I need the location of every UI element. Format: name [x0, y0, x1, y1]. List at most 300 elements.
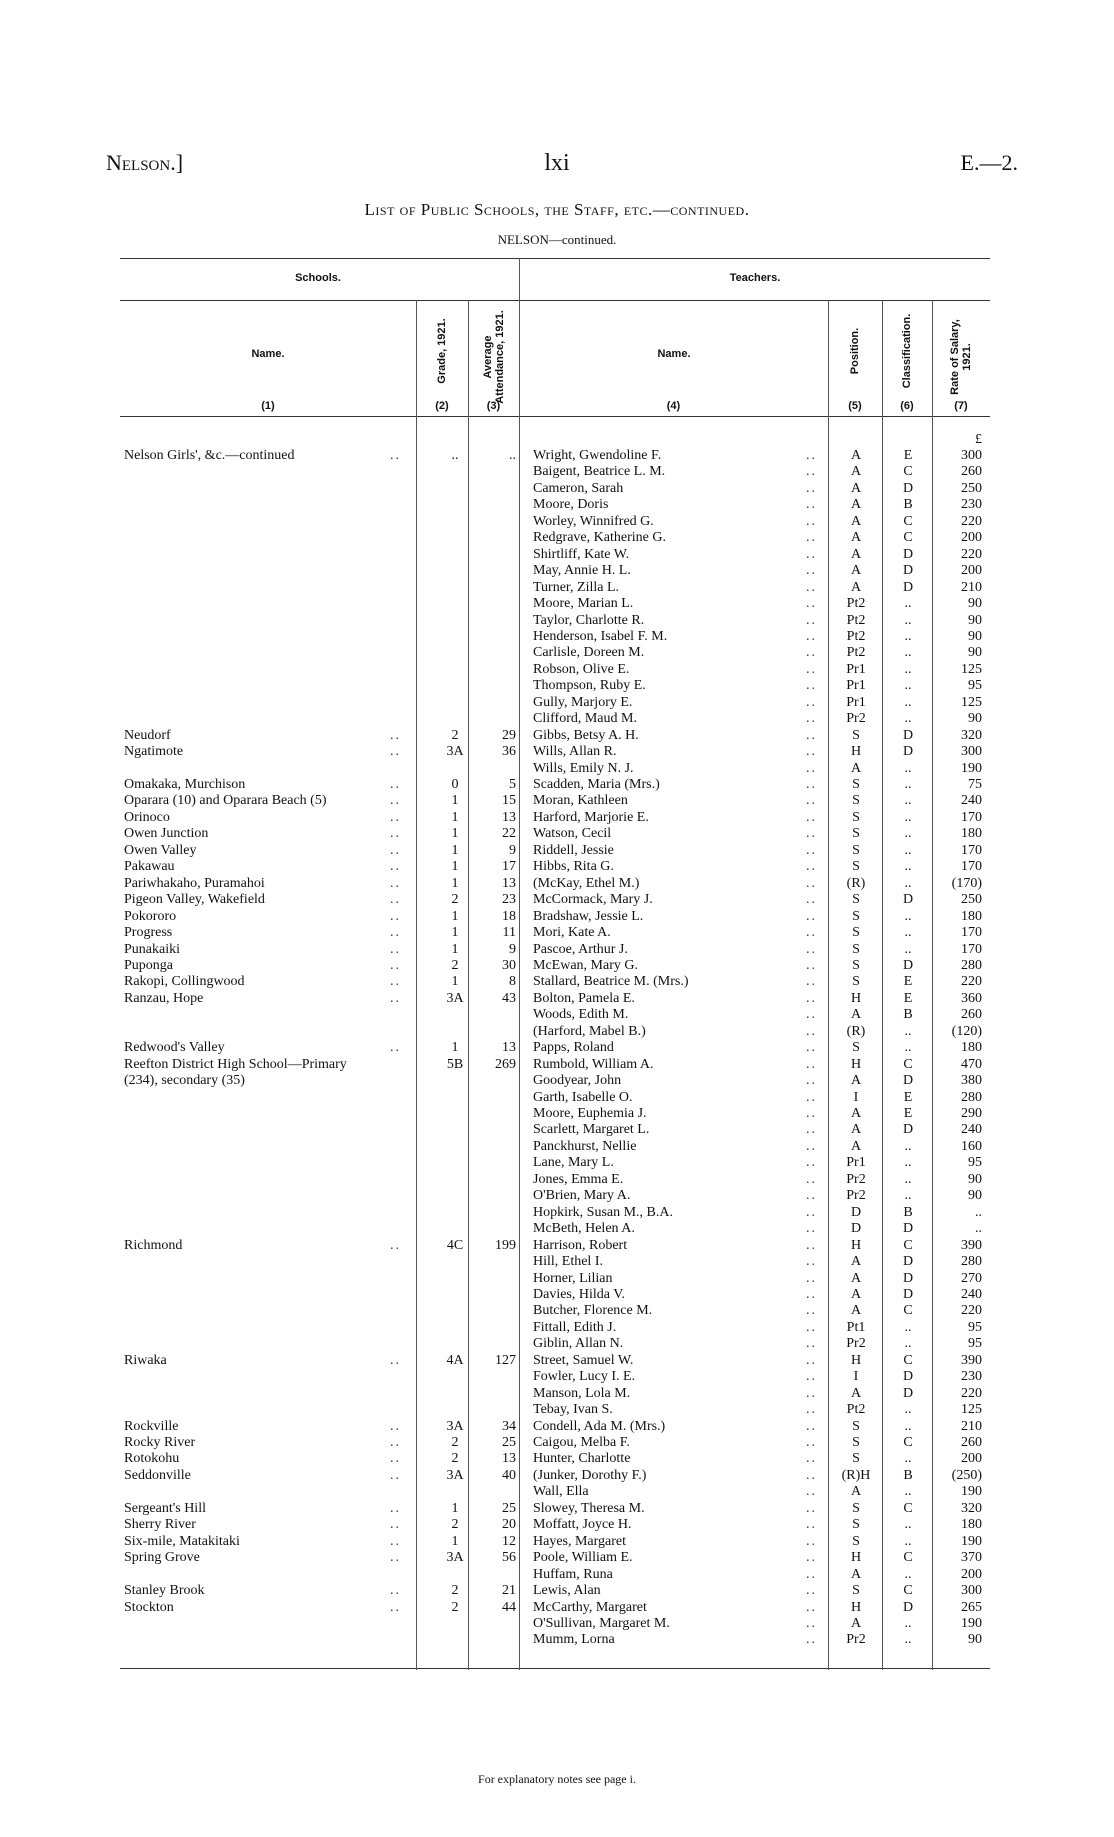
table-row — [0, 1402, 1114, 1418]
attendance-cell: 17 — [502, 859, 516, 875]
col-number-7: (7) — [954, 400, 968, 412]
teacher-name-cell: Panckhurst, Nellie — [533, 1138, 637, 1154]
teacher-name-cell: Fowler, Lucy I. E. — [533, 1369, 636, 1385]
grade-cell: 1 — [451, 941, 459, 957]
table-row — [0, 1271, 1114, 1287]
table-row — [0, 1106, 1114, 1122]
salary-cell: 200 — [961, 1451, 982, 1467]
leader-dots: .. — [806, 1270, 817, 1286]
teacher-name-cell: Bradshaw, Jessie L. — [533, 908, 644, 924]
salary-cell: 190 — [961, 1615, 982, 1631]
classification-cell: E — [903, 990, 913, 1006]
classification-cell: D — [902, 892, 914, 908]
attendance-cell: 25 — [502, 1500, 516, 1516]
leader-dots: .. — [390, 1435, 401, 1450]
leader-dots: .. — [806, 1402, 817, 1418]
table-row — [0, 876, 1114, 892]
leader-dots: .. — [806, 530, 817, 546]
leader-dots: .. — [806, 1533, 817, 1549]
classification-cell: D — [902, 727, 914, 743]
position-cell: Pr2 — [846, 1632, 866, 1648]
leader-dots: .. — [806, 546, 817, 562]
salary-cell: 220 — [961, 513, 982, 529]
classification-cell: .. — [904, 1615, 912, 1631]
school-name-cell: Six-mile, Matakitaki — [124, 1533, 240, 1549]
grade-cell: 3A — [446, 1467, 464, 1483]
teacher-name-cell: Manson, Lola M. — [533, 1385, 631, 1401]
teacher-name-cell: O'Brien, Mary A. — [533, 1188, 631, 1204]
leader-dots: .. — [806, 1583, 817, 1599]
position-cell: S — [852, 1040, 860, 1056]
leader-dots: .. — [806, 1155, 817, 1171]
teacher-name-cell: Hayes, Margaret — [533, 1533, 627, 1549]
classification-cell: C — [903, 1550, 913, 1566]
salary-cell: 190 — [961, 1484, 982, 1500]
salary-col-heading-text: Rate of Salary, 1921. — [949, 319, 973, 395]
teacher-name-cell: Pascoe, Arthur J. — [533, 941, 628, 957]
table-row — [0, 810, 1114, 826]
table-row — [0, 1353, 1114, 1369]
table-row — [0, 826, 1114, 842]
table-row — [0, 1172, 1114, 1188]
table-row — [0, 942, 1114, 958]
classification-cell: .. — [904, 908, 912, 924]
table-row — [0, 678, 1114, 694]
classification-cell: D — [902, 1254, 914, 1270]
classification-cell: C — [903, 464, 913, 480]
leader-dots: .. — [806, 793, 817, 809]
salary-cell: 230 — [961, 1369, 982, 1385]
position-cell: Pt2 — [846, 1402, 866, 1418]
attendance-cell: 269 — [495, 1056, 516, 1072]
teacher-name-cell: Cameron, Sarah — [533, 480, 624, 496]
classification-cell: C — [903, 1352, 913, 1368]
table-row — [0, 761, 1114, 777]
leader-dots: .. — [390, 1352, 401, 1368]
teacher-name-cell: Watson, Cecil — [533, 826, 612, 842]
leader-dots: .. — [390, 1599, 401, 1615]
salary-cell: .. — [975, 1221, 982, 1237]
school-name-cell: Redwood's Valley — [124, 1040, 225, 1056]
teacher-name-cell: Harrison, Robert — [533, 1237, 628, 1253]
leader-dots: .. — [806, 809, 817, 825]
col-number-5: (5) — [848, 400, 862, 412]
position-cell: D — [850, 1204, 862, 1220]
table-row — [0, 1254, 1114, 1270]
school-name-cell: Oparara (10) and Oparara Beach (5) — [124, 793, 327, 809]
salary-cell: 260 — [961, 1007, 982, 1023]
classification-cell: .. — [904, 1566, 912, 1582]
classification-cell: B — [903, 1467, 913, 1483]
classification-cell: .. — [904, 925, 912, 941]
classification-cell: .. — [904, 645, 912, 661]
table-row — [0, 1616, 1114, 1632]
grade-cell: 1 — [451, 842, 459, 858]
teacher-name-cell: Garth, Isabelle O. — [533, 1089, 633, 1105]
table-row — [0, 662, 1114, 678]
teacher-name-cell: Lewis, Alan — [533, 1583, 601, 1599]
classification-cell: .. — [904, 941, 912, 957]
leader-dots: .. — [806, 1007, 817, 1023]
salary-cell: 200 — [961, 530, 982, 546]
table-row — [0, 974, 1114, 990]
grade-cell: 3A — [446, 990, 464, 1006]
attendance-cell: 18 — [502, 908, 516, 924]
leader-dots: .. — [390, 892, 401, 908]
currency-symbol: £ — [975, 432, 982, 447]
teacher-name-cell: Hill, Ethel I. — [533, 1254, 603, 1270]
position-cell: S — [852, 777, 860, 792]
grade-cell: 1 — [451, 859, 459, 875]
salary-cell: 380 — [961, 1073, 982, 1089]
school-name-cell: Progress — [124, 925, 173, 941]
leader-dots: .. — [390, 1583, 401, 1599]
position-cell: A — [850, 1254, 862, 1270]
salary-cell: 200 — [961, 563, 982, 579]
classification-cell: .. — [904, 1040, 912, 1056]
salary-cell: 280 — [961, 1254, 982, 1270]
attendance-cell: 15 — [502, 793, 516, 809]
grade-cell: 2 — [451, 1435, 459, 1450]
grade-cell: 2 — [451, 1517, 459, 1533]
position-cell: Pr1 — [846, 694, 866, 710]
teacher-name-cell: McCormack, Mary J. — [533, 892, 653, 908]
school-name-cell: Owen Junction — [124, 826, 209, 842]
table-row — [0, 1040, 1114, 1056]
table-row — [0, 563, 1114, 579]
position-cell: H — [850, 744, 862, 760]
salary-cell: 260 — [961, 464, 982, 480]
position-cell: S — [852, 892, 860, 908]
position-cell: A — [850, 464, 862, 480]
table-row — [0, 1468, 1114, 1484]
position-cell: S — [852, 974, 860, 990]
salary-cell: 160 — [961, 1138, 982, 1154]
leader-dots: .. — [806, 678, 817, 694]
teacher-name-cell: Henderson, Isabel F. M. — [533, 628, 668, 644]
leader-dots: .. — [806, 1089, 817, 1105]
table-row — [0, 629, 1114, 645]
salary-cell: 180 — [961, 1517, 982, 1533]
salary-cell: 300 — [961, 448, 982, 463]
position-cell: A — [850, 1138, 862, 1154]
page-number: lxi — [544, 150, 570, 176]
teacher-name-cell: (McKay, Ethel M.) — [533, 875, 640, 891]
salary-cell: .. — [975, 1204, 982, 1220]
school-name-cell: Stanley Brook — [124, 1583, 205, 1599]
teacher-name-cell: Jones, Emma E. — [533, 1171, 624, 1187]
leader-dots: .. — [390, 925, 401, 941]
school-name-cell: Richmond — [124, 1237, 183, 1253]
leader-dots: .. — [806, 1550, 817, 1566]
leader-dots: .. — [806, 579, 817, 595]
table-row — [0, 1435, 1114, 1451]
attendance-cell: 13 — [502, 1451, 516, 1467]
teacher-name-cell: Street, Samuel W. — [533, 1352, 634, 1368]
leader-dots: .. — [806, 760, 817, 776]
salary-cell: 190 — [961, 760, 982, 776]
salary-cell: 280 — [961, 957, 982, 973]
teacher-name-cell: Wills, Allan R. — [533, 744, 617, 760]
attendance-cell: 5 — [509, 777, 516, 792]
position-cell: S — [852, 793, 860, 809]
leader-dots: .. — [806, 826, 817, 842]
teacher-name-cell: Butcher, Florence M. — [533, 1303, 653, 1319]
position-cell: A — [850, 530, 862, 546]
leader-dots: .. — [390, 957, 401, 973]
table-row — [0, 1567, 1114, 1583]
attendance-cell: 9 — [509, 842, 516, 858]
table-row — [0, 481, 1114, 497]
grade-cell: 2 — [451, 1451, 459, 1467]
leader-dots: .. — [806, 1221, 817, 1237]
teacher-name-cell: Rumbold, William A. — [533, 1056, 654, 1072]
leader-dots: .. — [806, 1171, 817, 1187]
leader-dots: .. — [806, 892, 817, 908]
teacher-name-cell: Hunter, Charlotte — [533, 1451, 631, 1467]
classification-cell: C — [903, 1303, 913, 1319]
classification-cell: D — [902, 480, 914, 496]
grade-cell: .. — [451, 448, 459, 463]
grade-cell: 3A — [446, 1550, 464, 1566]
attendance-cell: 30 — [502, 957, 516, 973]
leader-dots: .. — [806, 711, 817, 727]
position-cell: A — [850, 1385, 862, 1401]
salary-cell: 90 — [968, 711, 982, 727]
table-row — [0, 892, 1114, 908]
teacher-name-cell: Woods, Edith M. — [533, 1007, 629, 1023]
salary-cell: 125 — [961, 661, 982, 677]
attendance-cell: 13 — [502, 875, 516, 891]
school-name-cell: Neudorf — [124, 727, 171, 743]
teacher-name-cell: Robson, Olive E. — [533, 661, 630, 677]
teacher-name-cell: Poole, William E. — [533, 1550, 633, 1566]
classification-cell: .. — [904, 1533, 912, 1549]
position-cell: S — [852, 1418, 860, 1434]
leader-dots: .. — [806, 1451, 817, 1467]
salary-cell: 220 — [961, 1303, 982, 1319]
position-cell: D — [850, 1221, 862, 1237]
page-subtitle: NELSON—continued. — [497, 232, 617, 247]
grade-cell: 1 — [451, 809, 459, 825]
leader-dots: .. — [806, 1056, 817, 1072]
classification-cell: .. — [904, 1138, 912, 1154]
classification-cell: .. — [904, 661, 912, 677]
position-cell: A — [850, 1073, 862, 1089]
position-cell: A — [850, 1615, 862, 1631]
salary-cell: 95 — [968, 1336, 982, 1352]
salary-cell: (120) — [951, 1023, 982, 1039]
table-row — [0, 1336, 1114, 1352]
salary-cell: 470 — [961, 1056, 982, 1072]
leader-dots: .. — [806, 596, 817, 612]
classification-cell: D — [902, 1270, 914, 1286]
position-cell: S — [852, 842, 860, 858]
classification-cell: E — [903, 974, 913, 990]
leader-dots: .. — [806, 727, 817, 743]
classification-cell: C — [903, 1500, 913, 1516]
leader-dots: .. — [390, 793, 401, 809]
classification-col-heading: Classification. — [901, 313, 913, 389]
leader-dots: .. — [806, 1303, 817, 1319]
grade-col-heading: Grade, 1921. — [436, 318, 448, 384]
salary-cell: 250 — [961, 480, 982, 496]
attendance-cell: 36 — [502, 744, 516, 760]
table-row — [0, 925, 1114, 941]
position-cell: A — [850, 1007, 862, 1023]
position-cell: A — [850, 579, 862, 595]
leader-dots: .. — [806, 957, 817, 973]
salary-cell: 265 — [961, 1599, 982, 1615]
position-cell: A — [850, 760, 862, 776]
position-cell: A — [850, 497, 862, 513]
attendance-cell: 25 — [502, 1435, 516, 1450]
leader-dots: .. — [390, 1550, 401, 1566]
leader-dots: .. — [390, 727, 401, 743]
school-name-cell: Rakopi, Collingwood — [124, 974, 245, 990]
teachers-heading: Teachers. — [729, 272, 781, 284]
col-number-3: (3) — [486, 400, 501, 412]
table-row — [0, 1369, 1114, 1385]
classification-cell: C — [903, 1583, 913, 1599]
teacher-name-cell: Baigent, Beatrice L. M. — [533, 464, 666, 480]
school-name-cell: Sherry River — [124, 1517, 196, 1533]
leader-dots: .. — [806, 925, 817, 941]
classification-cell: .. — [904, 859, 912, 875]
school-name-cell: Ngatimote — [124, 744, 184, 760]
classification-cell: .. — [904, 1451, 912, 1467]
attendance-cell: 29 — [502, 727, 516, 743]
leader-dots: .. — [806, 1435, 817, 1450]
leader-dots: .. — [390, 1040, 401, 1056]
position-cell: S — [852, 727, 860, 743]
position-cell: Pt1 — [846, 1319, 866, 1335]
school-name-cell: Pokororo — [124, 908, 177, 924]
table-row — [0, 793, 1114, 809]
position-cell: H — [850, 1352, 862, 1368]
leader-dots: .. — [806, 497, 817, 513]
classification-cell: .. — [904, 1484, 912, 1500]
position-cell: S — [852, 1533, 860, 1549]
classification-cell: .. — [904, 875, 912, 891]
classification-cell: D — [902, 1221, 914, 1237]
grade-cell: 4A — [446, 1352, 464, 1368]
leader-dots: .. — [806, 1040, 817, 1056]
school-name-cell: Punakaiki — [124, 941, 180, 957]
attendance-cell: 13 — [502, 809, 516, 825]
leader-dots: .. — [806, 1138, 817, 1154]
teacher-name-cell: Riddell, Jessie — [533, 842, 614, 858]
attendance-cell: 34 — [502, 1418, 516, 1434]
table-row — [0, 1139, 1114, 1155]
leader-dots: .. — [806, 1418, 817, 1434]
salary-cell: (170) — [951, 875, 982, 891]
grade-cell: 1 — [451, 1533, 459, 1549]
name-col1-heading: Name. — [251, 348, 285, 360]
leader-dots: .. — [806, 990, 817, 1006]
position-cell: H — [850, 1599, 862, 1615]
leader-dots: .. — [806, 1237, 817, 1253]
attendance-cell: .. — [509, 448, 516, 463]
classification-cell: C — [903, 513, 913, 529]
table-row — [0, 1024, 1114, 1040]
salary-cell: 180 — [961, 826, 982, 842]
salary-cell: 250 — [961, 892, 982, 908]
leader-dots: .. — [390, 1500, 401, 1516]
salary-cell: 170 — [961, 859, 982, 875]
leader-dots: .. — [806, 1467, 817, 1483]
school-name-cell: Reefton District High School—Primary — [124, 1056, 347, 1072]
table-row — [0, 711, 1114, 727]
classification-cell: .. — [904, 612, 912, 628]
grade-cell: 1 — [451, 1040, 459, 1056]
position-cell: Pr1 — [846, 1155, 866, 1171]
leader-dots: .. — [390, 1467, 401, 1483]
school-name-cell: Rotokohu — [124, 1451, 180, 1467]
position-cell: S — [852, 826, 860, 842]
teacher-name-cell: Slowey, Theresa M. — [533, 1500, 645, 1516]
teacher-name-cell: Stallard, Beatrice M. (Mrs.) — [533, 974, 689, 990]
leader-dots: .. — [806, 908, 817, 924]
leader-dots: .. — [806, 645, 817, 661]
leader-dots: .. — [806, 1073, 817, 1089]
leader-dots: .. — [806, 1599, 817, 1615]
position-cell: A — [850, 480, 862, 496]
position-cell: A — [850, 1566, 862, 1582]
table-row — [0, 1451, 1114, 1467]
classification-cell: E — [903, 1106, 913, 1121]
table-row — [0, 1188, 1114, 1204]
position-cell: H — [850, 1237, 862, 1253]
leader-dots: .. — [390, 1237, 401, 1253]
salary-cell: (250) — [951, 1467, 982, 1483]
attendance-cell: 40 — [502, 1467, 516, 1483]
grade-cell: 2 — [451, 957, 459, 973]
teacher-name-cell: Wills, Emily N. J. — [533, 760, 634, 776]
position-cell: S — [852, 941, 860, 957]
school-name-cell: Spring Grove — [124, 1550, 200, 1566]
table-row — [0, 1205, 1114, 1221]
classification-cell: .. — [904, 1517, 912, 1533]
leader-dots: .. — [806, 859, 817, 875]
leader-dots: .. — [806, 1352, 817, 1368]
leader-dots: .. — [806, 513, 817, 529]
classification-cell: D — [902, 744, 914, 760]
salary-cell: 170 — [961, 842, 982, 858]
teacher-name-cell: Scarlett, Margaret L. — [533, 1122, 650, 1138]
salary-cell: 170 — [961, 941, 982, 957]
classification-cell: .. — [904, 809, 912, 825]
salary-cell: 290 — [961, 1106, 982, 1121]
teacher-name-cell: Goodyear, John — [533, 1073, 622, 1089]
classification-cell: .. — [904, 777, 912, 792]
leader-dots: .. — [390, 809, 401, 825]
table-row — [0, 1073, 1114, 1089]
salary-cell: 300 — [961, 1583, 982, 1599]
grade-cell: 1 — [451, 875, 459, 891]
classification-cell: C — [903, 1056, 913, 1072]
grade-cell: 2 — [451, 727, 459, 743]
teacher-name-cell: Fittall, Edith J. — [533, 1319, 617, 1335]
leader-dots: .. — [390, 974, 401, 990]
classification-cell: E — [903, 1089, 913, 1105]
leader-dots: .. — [806, 464, 817, 480]
col-number-1: (1) — [261, 400, 275, 412]
leader-dots: .. — [390, 448, 401, 463]
table-row — [0, 1600, 1114, 1616]
position-cell: A — [850, 448, 862, 463]
teacher-name-cell: McBeth, Helen A. — [533, 1221, 635, 1237]
